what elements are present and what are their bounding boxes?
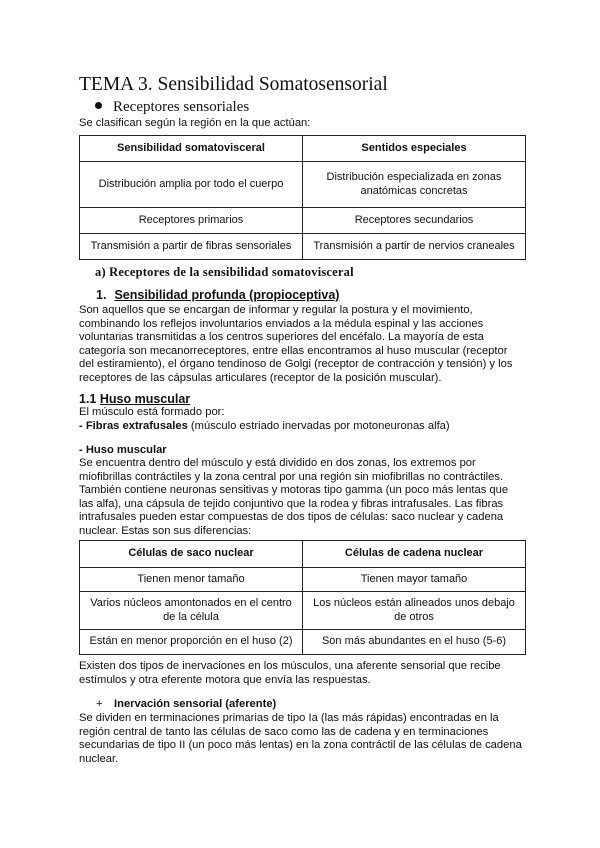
- fibras-extrafusales: [79, 420, 450, 434]
- page-title: TEMA 3. Sensibilidad Somatosensorial: [79, 74, 388, 95]
- table-cell: Tienen mayor tamaño: [303, 568, 526, 592]
- huso-heading: [79, 392, 190, 406]
- table-header-cell: Células de cadena nuclear: [303, 541, 526, 568]
- huso-subheading: [79, 444, 167, 458]
- huso-sub-label: - Huso muscular: [79, 444, 167, 456]
- table-row: [80, 592, 526, 630]
- receptores-intro: Se clasifican según la región en la que actúan:: [79, 117, 311, 129]
- table-cell: Receptores primarios: [80, 208, 303, 234]
- table-header-cell: Células de saco nuclear: [80, 541, 303, 568]
- table-cell: Tienen menor tamaño: [80, 568, 303, 592]
- table-row: [80, 162, 526, 208]
- bullet-icon: [95, 102, 102, 109]
- profunda-heading: [96, 288, 339, 302]
- huso-formed-by: El músculo está formado por:: [79, 406, 225, 418]
- table-cell: Distribución amplia por todo el cuerpo: [80, 162, 303, 208]
- inervaciones-paragraph: Existen dos tipos de inervaciones en los músculos, una aferente sensorial que recibe estímulos y otra eferente motora que envía las respuestas.: [79, 660, 501, 686]
- table-cell: Transmisión a partir de nervios craneales: [303, 234, 526, 260]
- table-cell: Son más abundantes en el huso (5-6): [303, 630, 526, 655]
- table-cell: Están en menor proporción en el huso (2): [80, 630, 303, 655]
- plus-marker: +: [96, 698, 103, 710]
- table-row: [80, 208, 526, 234]
- table-row: [80, 568, 526, 592]
- table-cell: Transmisión a partir de fibras sensoriales: [80, 234, 303, 260]
- table-row: [80, 234, 526, 260]
- huso-heading-text: Huso muscular: [99, 392, 191, 406]
- profunda-paragraph: Son aquellos que se encargan de informar y regular la postura y el movimiento, combinando los reflejos involuntarios enviados a la médula espinal y las acciones voluntarias transmitidas a los centros superiores del encéfalo. La mayoría de esta categoría son mecanorreceptores, entre ellas encontramos al huso muscular (receptor del estiramiento), el órgano tendinoso de Golgi (receptor de contracción y tensión) y los receptores de las cápsulas articulares (receptor de la posición muscular).: [79, 304, 513, 384]
- table-cell: Receptores secundarios: [303, 208, 526, 234]
- table-header-row: [80, 541, 526, 568]
- inervacion-sensorial-heading-text: Inervación sensorial (aferente): [114, 698, 277, 710]
- table-header-cell: Sentidos especiales: [303, 136, 526, 162]
- fibras-desc: (músculo estriado inervadas por motoneuronas alfa): [187, 420, 450, 432]
- table-cell: Los núcleos están alineados unos debajo de otros: [303, 592, 526, 630]
- subsection-heading-a: a) Receptores de la sensibilidad somatovisceral: [95, 265, 354, 279]
- table-cell: Varios núcleos amontonados en el centro de la célula: [80, 592, 303, 630]
- inervacion-sensorial-paragraph: Se dividen en terminaciones primarias de tipo Ia (las más rápidas) encontradas en la región central de tanto las células de saco como las de cadena y en terminaciones secundarias de tipo II (un poco más lentas) en la zona contráctil de las células de cadena nuclear.: [79, 712, 522, 765]
- table-celulas: [79, 540, 526, 655]
- receptores-heading: [95, 98, 249, 116]
- receptores-heading-text: Receptores sensoriales: [113, 99, 250, 115]
- profunda-number: 1.: [96, 288, 107, 302]
- fibras-label: - Fibras extrafusales: [79, 420, 188, 432]
- table-cell: Distribución especializada en zonas anatómicas concretas: [303, 162, 526, 208]
- table-sensibilidad: [79, 135, 526, 260]
- huso-number: 1.1: [79, 392, 97, 406]
- table-header-row: [80, 136, 526, 162]
- table-row: [80, 630, 526, 655]
- inervacion-sensorial-heading: [96, 698, 276, 710]
- profunda-heading-text: Sensibilidad profunda (propioceptiva): [114, 288, 340, 302]
- huso-paragraph: Se encuentra dentro del músculo y está dividido en dos zonas, los extremos por miofibrillas contráctiles y la zona central por una región sin miofibrillas no contráctiles. También contiene neuronas sensitivas y motoras tipo gamma (un poco más lentas que las alfa), una cápsula de tejido conjuntivo que la rodea y fibras intrafusales. Las fibras intrafusales pueden estar compuestas de dos tipos de células: saco nuclear y cadena nuclear. Estas son sus diferencias:: [79, 457, 509, 537]
- table-header-cell: Sensibilidad somatovisceral: [80, 136, 303, 162]
